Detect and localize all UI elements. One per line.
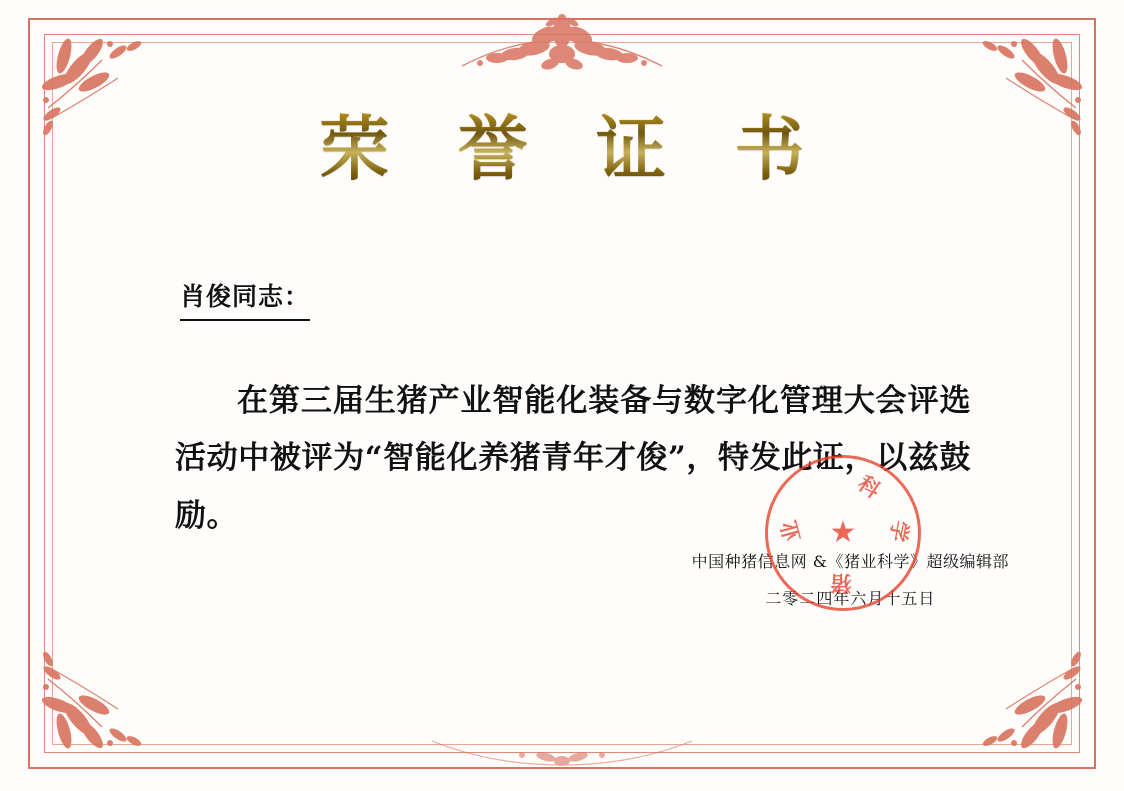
seal-star-icon: ★ — [829, 515, 857, 550]
seal-char-3: 猪 — [830, 571, 852, 596]
certificate-content — [95, 80, 1029, 711]
recipient-name: 肖俊同志： — [180, 277, 310, 321]
certificate-title: 荣 誉 证 书 — [95, 110, 1029, 187]
seal-char-4: 业 — [775, 517, 806, 545]
issuing-organization: 中国种猪信息网 &《猪业科学》超级编辑部 — [691, 552, 1009, 571]
seal-char-2: 学 — [885, 518, 914, 544]
issue-date: 二零二四年六月十五日 — [765, 589, 936, 608]
certificate-body-text: 在第三届生猪产业智能化装备与数字化管理大会评选活动中被评为“智能化养猪青年才俊”，特发此证，以兹鼓励。 — [175, 383, 971, 534]
signature-block — [692, 549, 1009, 609]
seal-char-1: 科 — [853, 470, 886, 503]
